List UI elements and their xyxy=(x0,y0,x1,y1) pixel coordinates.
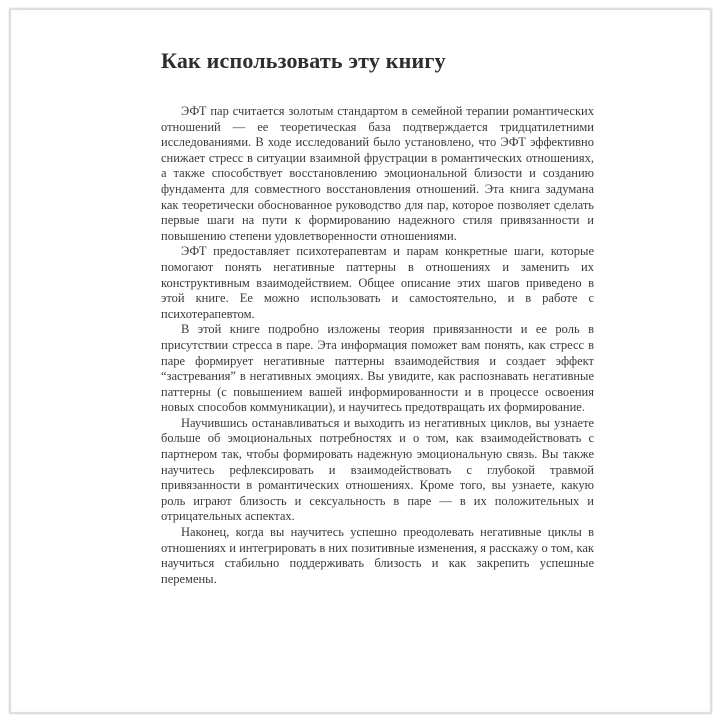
body-text xyxy=(161,104,594,587)
page-content xyxy=(161,48,594,587)
paragraph-4: Научившись останавливаться и выходить из негативных циклов, вы узнаете больше об эмоциональных потребностях и о том, как взаимодействовать с партнером так, чтобы формировать надежную эмоциональную связь. Вы также научитесь рефлексировать и взаимодействовать с глубокой травмой привязанности в романтических отношениях. Кроме того, вы узнаете, какую роль играют близость и сексуальность в паре — в их положительных и отрицательных аспектах. xyxy=(161,415,594,524)
page-title: Как использовать эту книгу xyxy=(161,48,446,73)
paragraph-3: В этой книге подробно изложены теория привязанности и ее роль в присутствии стресса в паре. Эта информация поможет вам понять, как стресс в паре формирует негативные паттерны взаимодействия и создает эффект “застревания” в негативных эмоциях. Вы увидите, как распознавать негативные паттерны (с повышением вашей информированности и в процессе освоения новых способов коммуникации), и научитесь предотвращать их формирование. xyxy=(161,322,594,415)
paragraph-2: ЭФТ предоставляет психотерапевтам и парам конкретные шаги, которые помогают понять негативные паттерны в отношениях и заменить их конструктивным взаимодействием. Общее описание этих шагов приведено в этой книге. Ее можно использовать и самостоятельно, и в работе с психотерапевтом. xyxy=(161,244,594,321)
paragraph-1: ЭФТ пар считается золотым стандартом в семейной терапии романтических отношений — ее теоретическая база подтверждается тридцатилетними исследованиями. В ходе исследований было установлено, что ЭФТ эффективно снижает стресс в ситуации взаимной фрустрации в романтических отношениях, а также способствует восстановлению эмоциональной близости и созданию фундамента для совместного восстановления отношений. Эта книга задумана как теоретически обоснованное руководство для пар, которое позволяет сделать первые шаги на пути к формированию надежного стиля привязанности и повышению степени удовлетворенности отношениями. xyxy=(161,104,594,243)
book-page-photo xyxy=(9,8,712,714)
paragraph-5: Наконец, когда вы научитесь успешно преодолевать негативные циклы в отношениях и интегрировать в них позитивные изменения, я расскажу о том, как научиться стабильно поддерживать близость и как закрепить успешные перемены. xyxy=(161,525,594,586)
